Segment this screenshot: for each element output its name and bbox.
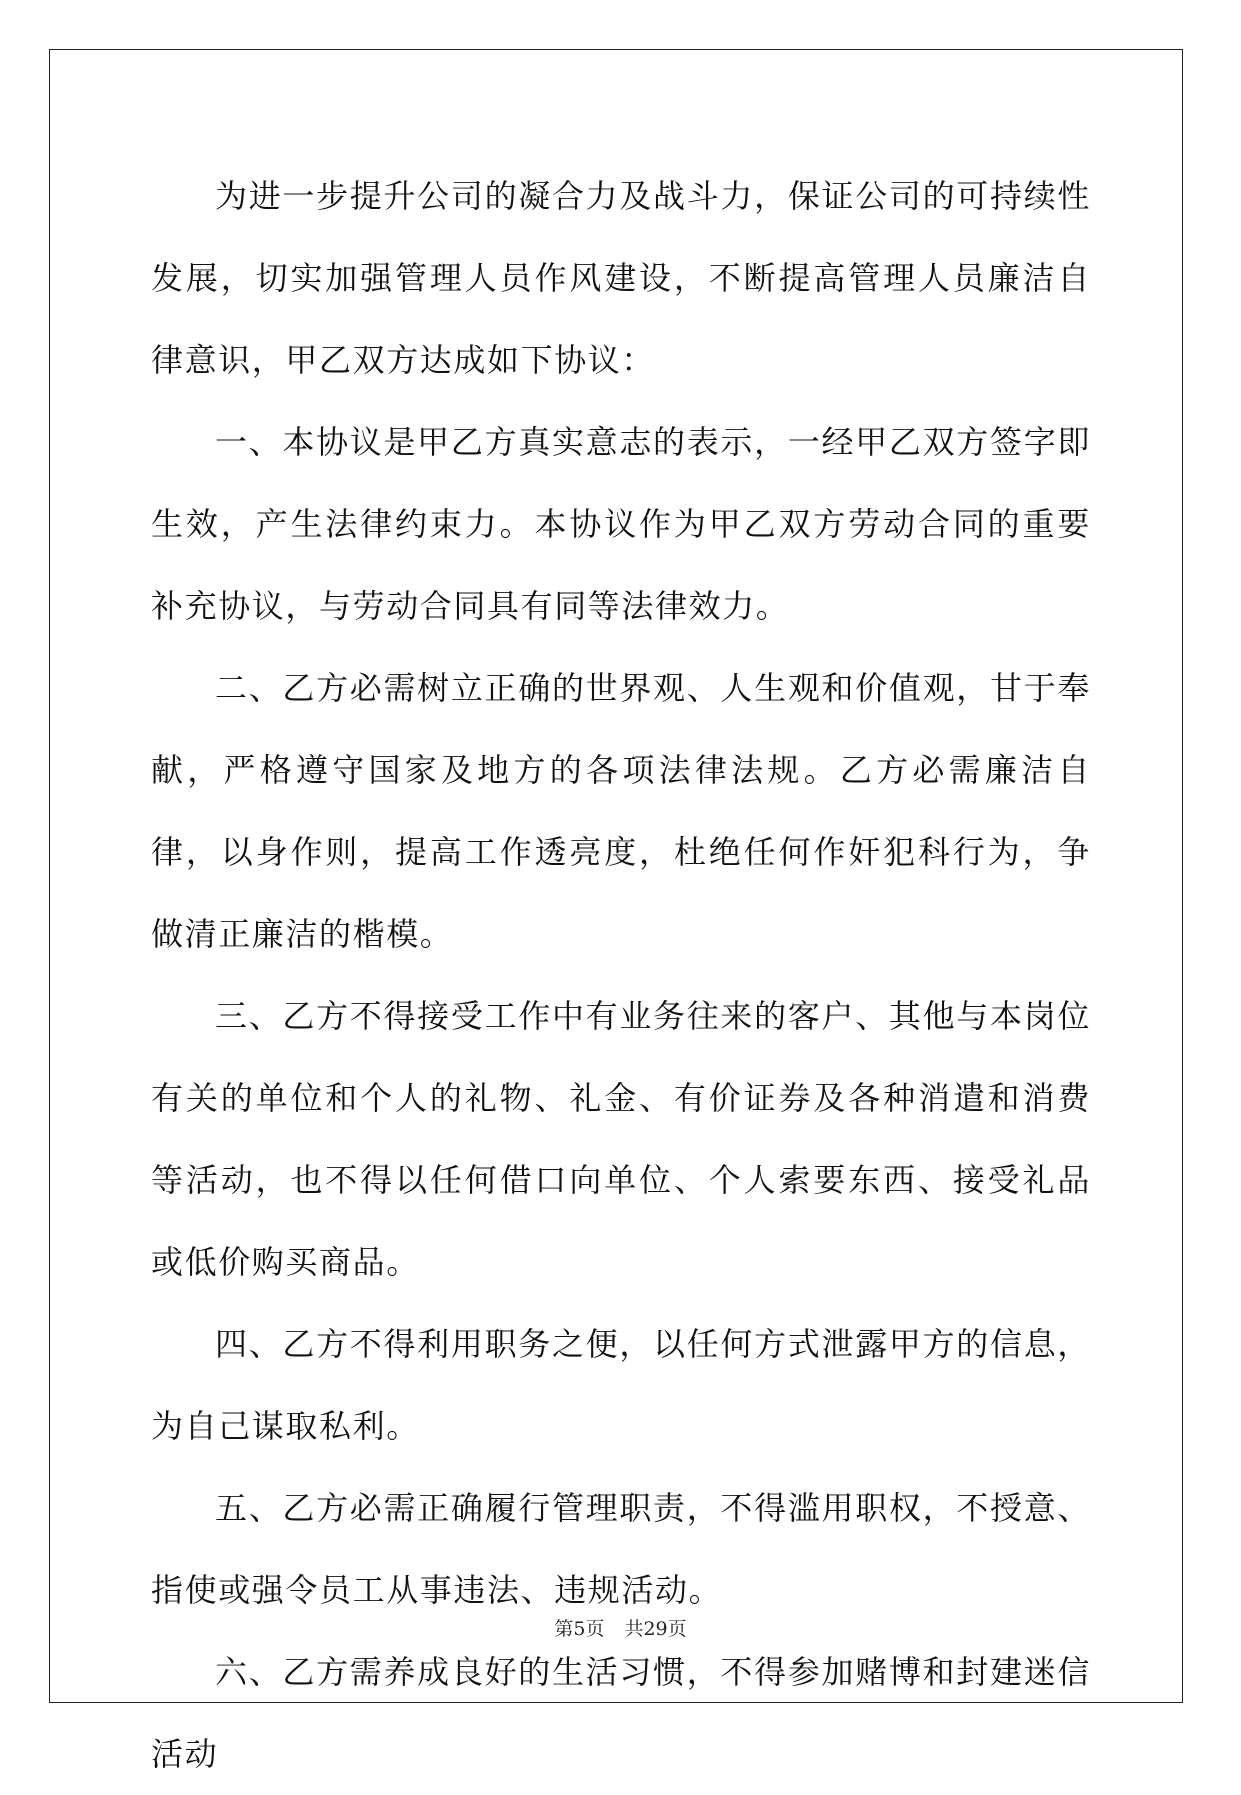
paragraph-clause-2: 二、乙方必需树立正确的世界观、人生观和价值观，甘于奉献，严格遵守国家及地方的各项法律法规。乙方必需廉洁自律，以身作则，提高工作透亮度，杜绝任何作奸犯科行为，争做清正廉洁的楷模。 bbox=[151, 669, 1091, 953]
paragraph-clause-5: 五、乙方必需正确履行管理职责，不得滥用职权，不授意、指使或强令员工从事违法、违规活动。 bbox=[151, 1489, 1091, 1609]
paragraph-clause-6: 六、乙方需养成良好的生活习惯，不得参加赌博和封建迷信活动 bbox=[151, 1653, 1091, 1773]
page-footer bbox=[0, 1614, 1241, 1641]
page-number: 第5页 bbox=[554, 1618, 605, 1640]
paragraph-clause-3: 三、乙方不得接受工作中有业务往来的客户、其他与本岗位有关的单位和个人的礼物、礼金、有价证券及各种消遣和消费等活动，也不得以任何借口向单位、个人索要东西、接受礼品或低价购买商品。 bbox=[151, 997, 1091, 1281]
document-body bbox=[151, 155, 1091, 1795]
paragraph-clause-1: 一、本协议是甲乙方真实意志的表示，一经甲乙双方签字即生效，产生法律约束力。本协议作为甲乙双方劳动合同的重要补充协议，与劳动合同具有同等法律效力。 bbox=[151, 423, 1091, 625]
paragraph-intro: 为进一步提升公司的凝合力及战斗力，保证公司的可持续性发展，切实加强管理人员作风建设，不断提高管理人员廉洁自律意识，甲乙双方达成如下协议： bbox=[151, 177, 1091, 379]
paragraph-clause-4: 四、乙方不得利用职务之便，以任何方式泄露甲方的信息，为自己谋取私利。 bbox=[151, 1325, 1091, 1445]
page-total: 共29页 bbox=[624, 1618, 687, 1640]
